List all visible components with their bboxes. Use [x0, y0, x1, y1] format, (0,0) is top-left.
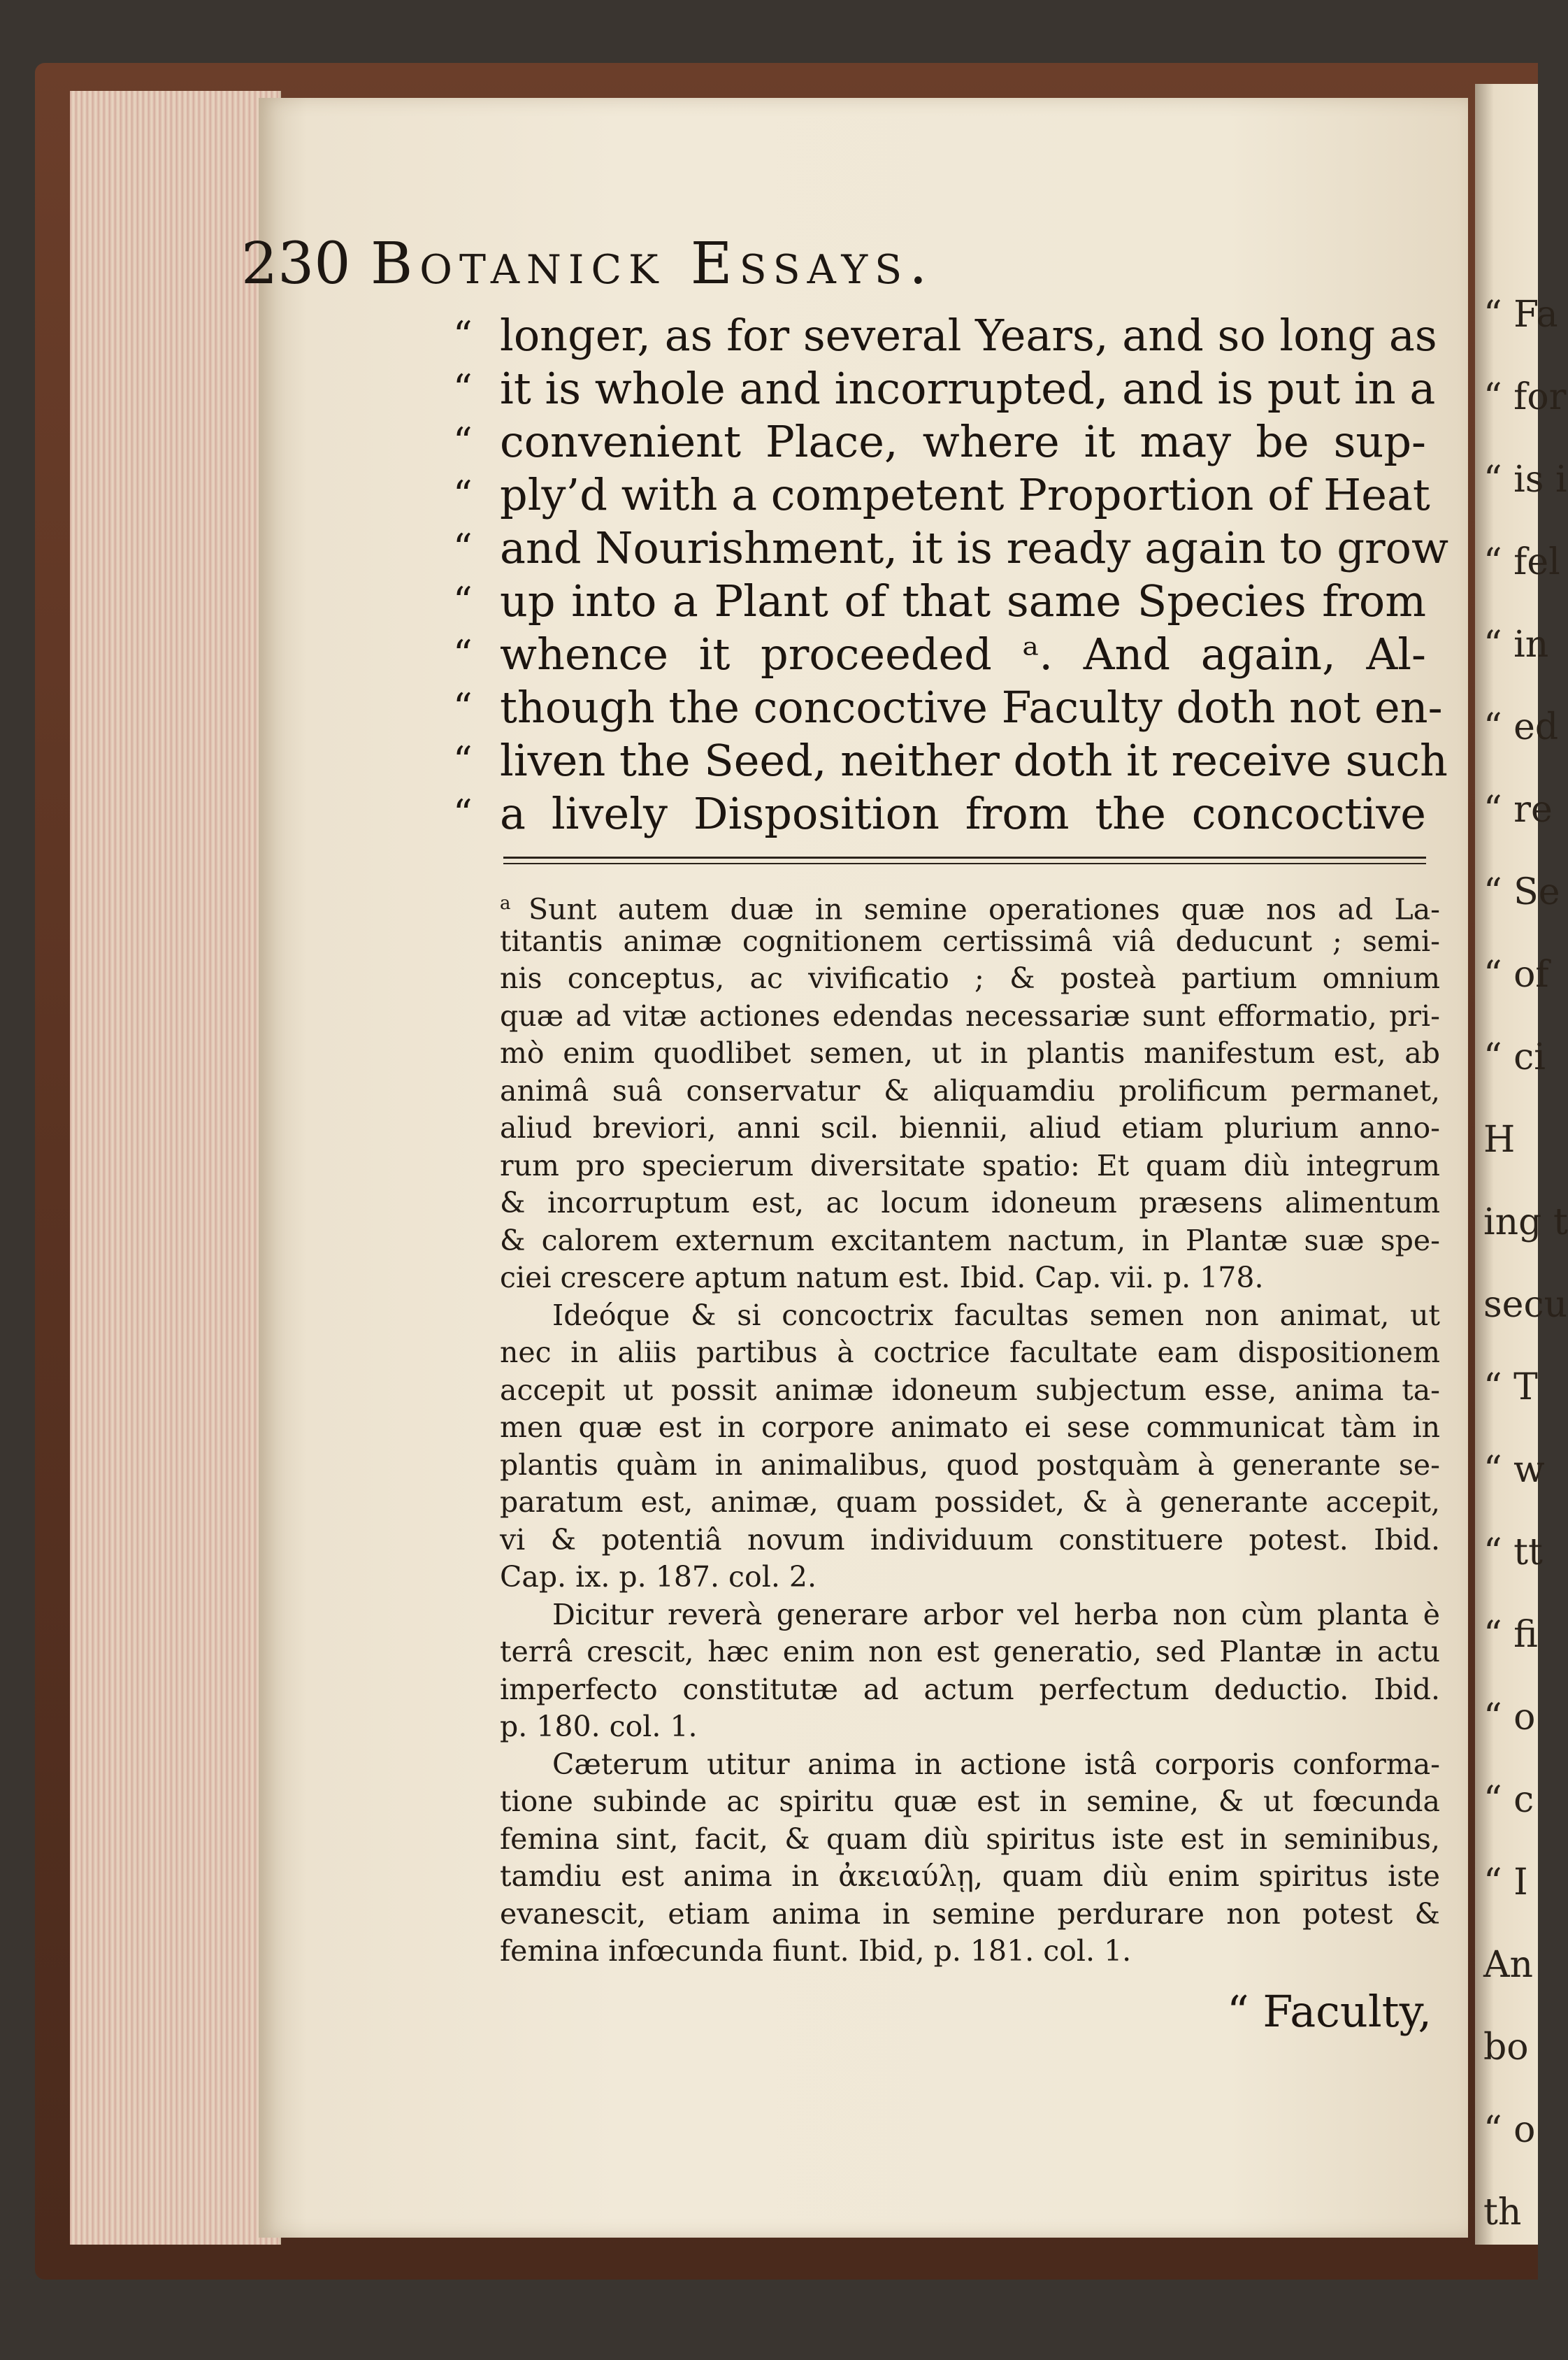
footnote-line: & calorem externum excitantem nactum, in Plantæ suæ spe-: [500, 1223, 1440, 1257]
text-line: convenient Place, where it may be sup-: [500, 416, 1426, 467]
footnote-line: animâ suâ conservatur & aliquamdiu prolificum permanet,: [500, 1073, 1440, 1108]
facing-page-text: “ tt: [1483, 1531, 1543, 1573]
facing-page-text: “ T: [1483, 1366, 1538, 1408]
facing-page-text: “ Se: [1483, 871, 1560, 913]
footnote-line: Cæterum utitur anima in actione istâ corporis conforma-: [552, 1747, 1440, 1781]
footnote-line: accepit ut possit animæ idoneum subjectum esse, anima ta-: [500, 1373, 1440, 1407]
footnote-line: imperfecto constitutæ ad actum perfectum deductio. Ibid.: [500, 1672, 1440, 1706]
facing-page-text: “ c: [1483, 1779, 1534, 1821]
footnote-line: evanescit, etiam anima in semine perdurare non potest &: [500, 1896, 1440, 1931]
text-line: and Nourishment, it is ready again to grow: [500, 522, 1449, 573]
facing-page-text: bo: [1483, 2026, 1529, 2068]
facing-page-text: “ for: [1483, 376, 1567, 418]
catchword: “ Faculty,: [1227, 1986, 1432, 2037]
facing-page-text: “ fi: [1483, 1614, 1538, 1656]
text-line: liven the Seed, neither doth it receive such: [500, 735, 1448, 786]
footnote-line: femina infœcunda fiunt. Ibid, p. 181. col. 1.: [500, 1934, 1132, 1968]
footnote-line: terrâ crescit, hæc enim non est generatio, sed Plantæ in actu: [500, 1635, 1440, 1668]
text-line: a lively Disposition from the concoctive: [500, 788, 1426, 839]
quote-mark: “: [453, 685, 473, 729]
footnote-line: tamdiu est anima in ἀκειαύλῃ, quam diù enim spiritus iste: [500, 1859, 1440, 1893]
footnote-line: men quæ est in corpore animato ei sese communicat tàm in: [500, 1410, 1440, 1444]
quote-mark: “: [453, 579, 473, 623]
footnote-line: ciei crescere aptum natum est. Ibid. Cap. vii. p. 178.: [500, 1261, 1264, 1294]
footnote-line: femina sint, facit, & quam diù spiritus iste est in seminibus,: [500, 1822, 1440, 1856]
page-edge: [70, 91, 281, 2245]
facing-page-text: “ ci: [1483, 1036, 1546, 1078]
running-title: Botanick Essays.: [371, 231, 935, 297]
facing-page-text: An: [1483, 1944, 1534, 1986]
facing-page-text: th: [1483, 2191, 1522, 2233]
footnote-line: nis conceptus, ac vivificatio ; & posteà partium omnium: [500, 961, 1440, 995]
footnote-line: aliud breviori, anni scil. biennii, aliud etiam plurium anno-: [500, 1111, 1440, 1145]
facing-page-text: “ re: [1483, 789, 1553, 831]
quote-mark: “: [453, 792, 473, 836]
text-line: up into a Plant of that same Species from: [500, 575, 1426, 627]
facing-page-text: “ I: [1483, 1861, 1528, 1903]
footnote-line: mò enim quodlibet semen, ut in plantis manifestum est, ab: [500, 1036, 1440, 1070]
footnote-line: $^a$ Sunt autem duæ in semine operationes quæ nos ad La-: [500, 892, 1441, 927]
facing-page-text: secu: [1483, 1284, 1568, 1326]
page-number: 230: [241, 231, 351, 297]
facing-page-text: H: [1483, 1119, 1516, 1161]
quote-mark: “: [453, 420, 473, 464]
footnote-line: Cap. ix. p. 187. col. 2.: [500, 1560, 817, 1594]
quote-mark: “: [453, 313, 473, 357]
footnote-marker: a: [500, 893, 529, 914]
footnote-line: paratum est, animæ, quam possidet, & à generante accepit,: [500, 1485, 1440, 1519]
facing-page-text: “ Fa: [1483, 294, 1558, 336]
quote-mark: “: [453, 473, 473, 517]
text-line: it is whole and incorrupted, and is put in a: [500, 363, 1436, 414]
text-line: though the concoctive Faculty doth not en-: [500, 682, 1443, 733]
facing-page-text: “ fel: [1483, 541, 1560, 583]
text-line: longer, as for several Years, and so long as: [500, 310, 1437, 361]
quote-mark: “: [453, 526, 473, 570]
quote-mark: “: [453, 632, 473, 676]
footnote-line: Dicitur reverà generare arbor vel herba non cùm planta è: [552, 1597, 1440, 1631]
facing-page-fragment: [1475, 84, 1568, 2245]
footnote-line: vi & potentiâ novum individuum constituere potest. Ibid.: [500, 1522, 1440, 1557]
facing-page-text: “ of: [1483, 954, 1549, 996]
footnote-line: rum pro specierum diversitate spatio: Et quam diù integrum: [500, 1148, 1440, 1182]
footnote-line: plantis quàm in animalibus, quod postquàm à generante se-: [500, 1447, 1440, 1482]
footnote-line: p. 180. col. 1.: [500, 1710, 698, 1743]
facing-page-text: “ in: [1483, 624, 1549, 666]
footnote-line: titantis animæ cognitionem certissimâ viâ deducunt ; semi-: [500, 924, 1440, 958]
facing-page-text: “ o: [1483, 2109, 1536, 2151]
footnote-line: quæ ad vitæ actiones edendas necessariæ sunt efformatio, pri-: [500, 999, 1440, 1033]
text-line: whence it proceeded ᵃ. And again, Al-: [500, 629, 1426, 680]
quote-mark: “: [453, 738, 473, 782]
footnote-line: tione subinde ac spiritu quæ est in semine, & ut fœcunda: [500, 1785, 1440, 1818]
footnote-line: Ideóque & si concoctrix facultas semen non animat, ut: [552, 1298, 1440, 1332]
footnote-line: nec in aliis partibus à coctrice facultate eam dispositionem: [500, 1336, 1440, 1369]
facing-page-text: “ w: [1483, 1449, 1545, 1491]
footnote-line: & incorruptum est, ac locum idoneum præsens alimentum: [500, 1186, 1440, 1220]
facing-page-text: “ is i: [1483, 459, 1567, 501]
facing-page-text: “ ed: [1483, 706, 1559, 748]
facing-page-text: ing t: [1483, 1201, 1568, 1243]
footnote-separator: [503, 857, 1426, 864]
text-line: ply’d with a competent Proportion of Heat: [500, 469, 1430, 520]
facing-page-text: “ o: [1483, 1696, 1536, 1738]
quote-mark: “: [453, 366, 473, 410]
